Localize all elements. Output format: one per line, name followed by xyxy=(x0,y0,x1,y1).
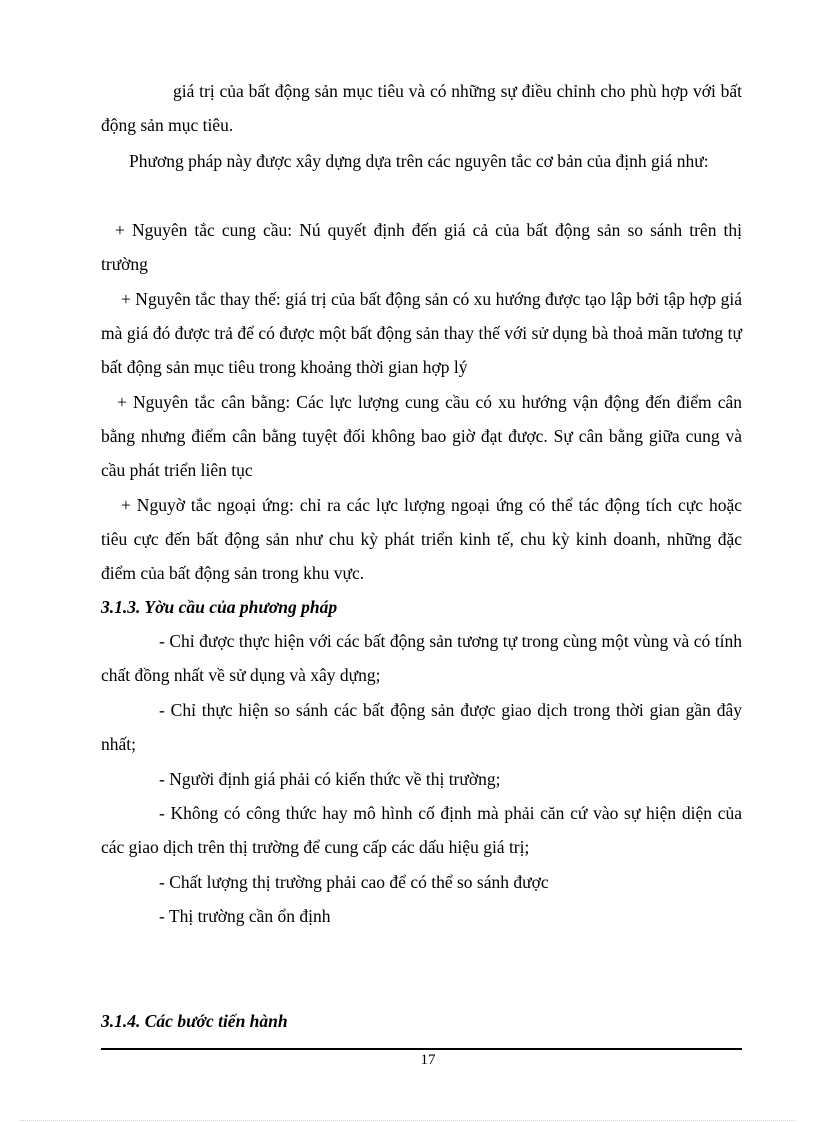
requirement-item: - Chỉ thực hiện so sánh các bất động sản được giao dịch trong thời gian gần đây nhất; xyxy=(101,700,742,754)
requirement-item: - Không có công thức hay mô hình cố định mà phải căn cứ vào sự hiện diện của các giao dịch trên thị trường để cung cấp các dấu hiệu giá trị; xyxy=(101,803,742,857)
paragraph-continuation: giá trị của bất động sản mục tiêu và có những sự điều chỉnh cho phù hợp với bất động sản mục tiêu. xyxy=(101,81,742,135)
paragraph-principle-supply-demand: + Nguyên tắc cung cầu: Nú quyết định đến giá cả của bất động sản so sánh trên thị trường xyxy=(101,220,742,274)
paragraph-principle-balance: + Nguyên tắc cân bằng: Các lực lượng cung cầu có xu hướng vận động đến điểm cân bằng nhưng điểm cân bằng tuyệt đối không bao giờ đạt được. Sự cân bằng giữa cung và cầu phát triển liên tục xyxy=(101,392,742,480)
section-heading-313: 3.1.3. Yờu cầu của phương pháp xyxy=(101,597,338,617)
requirement-item: - Thị trường cần ổn định xyxy=(159,906,331,926)
page-edge-dots xyxy=(20,1120,796,1121)
requirement-item: - Người định giá phải có kiến thức về thị trường; xyxy=(159,769,501,789)
paragraph-intro-principles: Phương pháp này được xây dựng dựa trên các nguyên tắc cơ bản của định giá như: xyxy=(129,151,709,171)
paragraph-principle-substitution: + Nguyên tắc thay thế: giá trị của bất động sản có xu hướng được tạo lập bởi tập hợp giá mà giá đó được trả để có được một bất động sản thay thế với sử dụng bà thoả mãn tương tự bất động sản mục tiêu trong khoảng thời gian hợp lý xyxy=(101,289,742,377)
requirement-item: - Chất lượng thị trường phải cao để có thể so sánh được xyxy=(159,872,549,892)
requirement-item: - Chỉ được thực hiện với các bất động sản tương tự trong cùng một vùng và có tính chất đồng nhất về sử dụng và xây dựng; xyxy=(101,631,742,685)
page-number: 17 xyxy=(420,1052,436,1068)
section-heading-314: 3.1.4. Các bước tiến hành xyxy=(101,1011,288,1031)
paragraph-principle-externality: + Nguyờ tắc ngoại ứng: chỉ ra các lực lượng ngoại ứng có thể tác động tích cực hoặc tiêu cực đến bất động sản như chu kỳ phát triển kinh tế, chu kỳ kinh doanh, những đặc điểm của bất động sản trong khu vực. xyxy=(101,495,742,583)
